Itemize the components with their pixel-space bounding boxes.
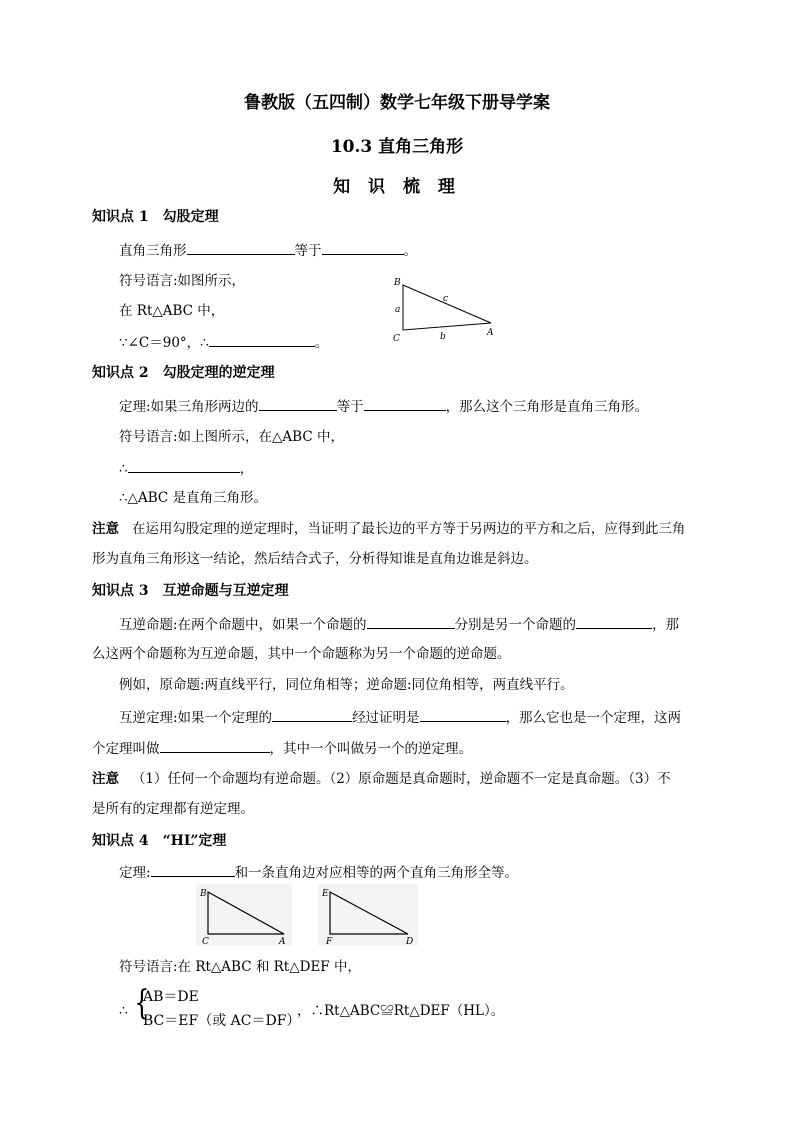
kp2-text-c: ，那么这个三角形是直角三角形。 (445, 399, 649, 415)
kp1-since-end: 。 (314, 335, 329, 351)
kp2-therefore1 (119, 458, 253, 478)
kp2-note-line2: 形为直角三角形这一结论，然后结合式子，分析得知谁是直角边谁是斜边。 (92, 551, 538, 567)
note-text: 在运用勾股定理的逆定理时，当证明了最长边的平方等于另两边的平方和之后，应得到此三角 (131, 521, 686, 537)
side-label-c: c (443, 294, 449, 304)
vertex-label-c: C (202, 937, 209, 946)
kp1-text-a: 直角三角形 (119, 243, 187, 259)
kp3-thm-a: 互逆定理:如果一个定理的 (119, 710, 273, 726)
blank[interactable] (420, 707, 506, 722)
blank[interactable] (160, 738, 270, 753)
side-label-b: b (440, 332, 446, 342)
blank[interactable] (209, 332, 315, 347)
subtitle: 知 识 梳 理 (333, 177, 461, 197)
kp2-text-b: 等于 (336, 399, 364, 415)
triangle-abc-figure (196, 884, 292, 946)
kp4-therefore-sign: ∴ (119, 1003, 128, 1019)
kp3-note-line1 (92, 770, 671, 788)
kp3-def-c: ，那 (652, 617, 680, 633)
kp4-theorem (119, 862, 518, 882)
note-label: 注意 (92, 771, 119, 787)
blank[interactable] (259, 396, 337, 411)
blank[interactable] (364, 396, 446, 411)
kp2-therefore2: ∴△ABC 是直角三角形。 (119, 490, 268, 506)
kp1-text-c: 。 (403, 243, 417, 259)
blank[interactable] (576, 614, 652, 629)
kp1-since-text: ∵∠C＝90°，∴ (119, 335, 209, 351)
kp3-thm-c: ，那么它也是一个定理，这两 (505, 710, 682, 726)
kp2-therefore-sign: ∴ (119, 461, 128, 477)
blank[interactable] (272, 707, 352, 722)
vertex-label-b: B (394, 278, 401, 288)
vertex-label-d: D (406, 937, 414, 946)
kp3-def (119, 614, 679, 634)
triangle-def-figure (318, 884, 418, 946)
vertex-label-b: B (200, 889, 207, 899)
section-title: 10.3 直角三角形 (330, 137, 464, 157)
kp4-thm-b: 和一条直角边对应相等的两个直角三角形全等。 (234, 865, 519, 881)
kp4-condition-1: AB＝DE (143, 989, 199, 1005)
kp4-heading: 知识点 4 “HL”定理 (92, 833, 227, 849)
blank[interactable] (367, 614, 455, 629)
note-label: 注意 (92, 521, 119, 537)
kp1-since (119, 332, 328, 352)
kp1-heading: 知识点 1 勾股定理 (92, 209, 219, 225)
kp1-symbol: 符号语言:如图所示， (119, 273, 246, 289)
vertex-label-e: E (322, 889, 329, 899)
kp1-text-b: 等于 (294, 243, 322, 259)
brace-symbol: { (134, 983, 150, 1023)
kp2-text-a: 定理:如果三角形两边的 (119, 399, 259, 415)
kp1-line1 (119, 240, 417, 260)
vertex-label-f: F (326, 937, 333, 946)
kp3-thm-b: 经过证明是 (352, 710, 420, 726)
blank[interactable] (322, 240, 404, 255)
kp2-theorem (119, 396, 648, 416)
right-triangle-figure (388, 275, 503, 345)
kp4-symbol: 符号语言:在 Rt△ABC 和 Rt△DEF 中， (119, 959, 361, 975)
blank[interactable] (128, 458, 240, 473)
kp3-def-a: 互逆命题:在两个命题中，如果一个命题的 (119, 617, 367, 633)
kp3-thm-line2-a: 个定理叫做 (92, 741, 160, 757)
triangle-shape (403, 285, 491, 330)
kp3-theorem (119, 707, 681, 727)
kp3-thm-line2-b: ，其中一个叫做另一个的逆定理。 (269, 741, 472, 757)
vertex-label-a: A (279, 937, 286, 946)
note-text: （1）任何一个命题均有逆命题。（2）原命题是真命题时，逆命题不一定是真命题。（3）不 (131, 771, 671, 787)
kp3-def-b: 分别是另一个命题的 (454, 617, 577, 633)
blank[interactable] (187, 240, 295, 255)
document-title: 鲁教版（五四制）数学七年级下册导学案 (244, 93, 550, 113)
kp1-in-rt: 在 Rt△ABC 中， (119, 303, 225, 319)
vertex-label-a: A (487, 328, 494, 338)
kp2-symbol: 符号语言:如上图所示，在△ABC 中， (119, 429, 344, 445)
kp3-note-line2: 是所有的定理都有逆定理。 (92, 801, 254, 817)
kp3-example: 例如，原命题:两直线平行，同位角相等；逆命题:同位角相等，两直线平行。 (119, 677, 574, 693)
kp2-therefore-end: ， (239, 461, 254, 477)
side-label-a: a (395, 305, 401, 315)
kp3-heading: 知识点 3 互逆命题与互逆定理 (92, 583, 289, 599)
kp2-heading: 知识点 2 勾股定理的逆定理 (92, 365, 275, 381)
kp4-thm-a: 定理: (119, 865, 151, 881)
kp2-note-line1 (92, 520, 685, 538)
kp4-conclusion: ，∴Rt△ABC≌Rt△DEF（HL）。 (297, 1003, 505, 1019)
kp3-def-line2: 么这两个命题称为互逆命题，其中一个命题称为另一个命题的逆命题。 (92, 646, 511, 662)
kp4-condition-2: BC＝EF（或 AC＝DF） (143, 1013, 301, 1029)
kp3-theorem-line2 (92, 738, 472, 758)
blank[interactable] (151, 862, 235, 877)
vertex-label-c: C (393, 334, 400, 344)
